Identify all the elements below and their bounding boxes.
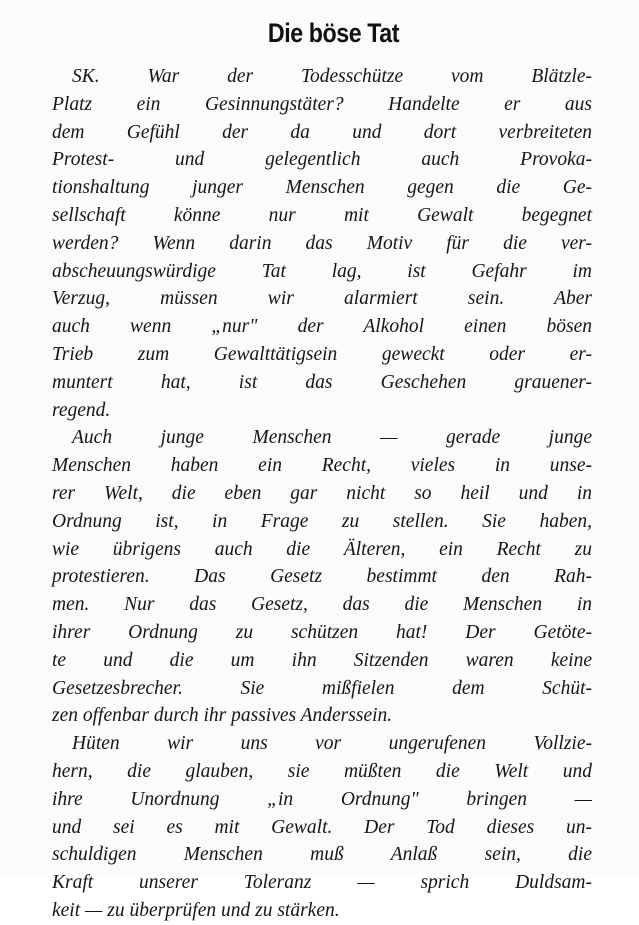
article-line: Kraft unserer Toleranz — sprich Duldsam- <box>52 872 592 894</box>
article-line: Auch junge Menschen — gerade junge <box>72 427 592 449</box>
article-line: dem Gefühl der da und dort verbreiteten <box>52 121 592 143</box>
article-line: rer Welt, die eben gar nicht so heil und in <box>52 482 592 504</box>
article-line: Menschen haben ein Recht, vieles in unse- <box>52 455 592 477</box>
article-paragraph <box>52 63 592 424</box>
article-paragraph <box>52 424 592 730</box>
article-line: zen offenbar durch ihr passives Anderssein. <box>52 705 393 727</box>
article-headline: Die böse Tat <box>267 18 400 48</box>
article-body <box>52 63 592 925</box>
article-paragraph <box>52 730 592 925</box>
article-line: men. Nur das Gesetz, das die Menschen in <box>52 594 592 616</box>
article-line: und sei es mit Gewalt. Der Tod dieses un- <box>52 816 592 838</box>
article-line: auch wenn „nur" der Alkohol einen bösen <box>52 316 592 338</box>
article-line: Trieb zum Gewalttätigsein geweckt oder er- <box>52 343 592 365</box>
article-line: abscheuungswürdige Tat lag, ist Gefahr im <box>52 260 592 282</box>
article-line: regend. <box>52 399 111 421</box>
article-line: Protest- und gelegentlich auch Provoka- <box>52 149 592 171</box>
article-line: tionshaltung junger Menschen gegen die Ge- <box>52 177 592 199</box>
article-line: Ordnung ist, in Frage zu stellen. Sie haben, <box>52 510 592 532</box>
article-line: protestieren. Das Gesetz bestimmt den Rah- <box>52 566 592 588</box>
article-line: ihre Unordnung „in Ordnung" bringen — <box>52 788 592 810</box>
article-line: Verzug, müssen wir alarmiert sein. Aber <box>52 288 592 310</box>
article-line: SK. War der Todesschütze vom Blätzle- <box>72 66 592 87</box>
article-line: muntert hat, ist das Geschehen grauener- <box>52 371 592 393</box>
article-line: schuldigen Menschen muß Anlaß sein, die <box>52 844 592 866</box>
article-line: Hüten wir uns vor ungerufenen Vollzie- <box>72 733 592 755</box>
article-line: wie übrigens auch die Älteren, ein Recht zu <box>52 538 592 560</box>
article-line: Platz ein Gesinnungstäter? Handelte er aus <box>52 93 592 115</box>
article-line: keit — zu überprüfen und zu stärken. <box>52 899 340 921</box>
article-line: Gesetzesbrecher. Sie mißfielen dem Schüt- <box>52 677 592 699</box>
article-line: werden? Wenn darin das Motiv für die ver- <box>52 232 592 254</box>
article-line: te und die um ihn Sitzenden waren keine <box>52 649 592 671</box>
article-line: hern, die glauben, sie müßten die Welt und <box>52 760 592 782</box>
article-line: ihrer Ordnung zu schützen hat! Der Getöte- <box>52 621 592 643</box>
article-line: sellschaft könne nur mit Gewalt begegnet <box>52 204 592 226</box>
